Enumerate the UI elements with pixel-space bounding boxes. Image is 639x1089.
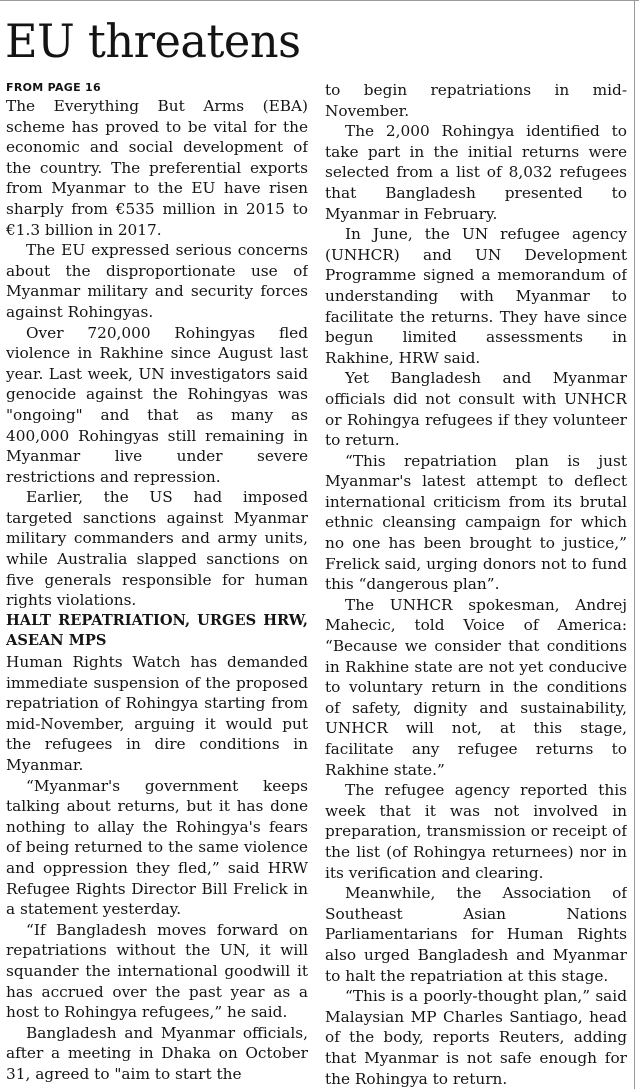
paragraph: The refugee agency reported this week that it was not involved in preparation, transmission or receipt of the list (of Rohingya returnees) nor in its verification and clearing.: [325, 781, 627, 882]
paragraph: “Myanmar's government keeps talking about returns, but it has done nothing to allay the Rohingya's fears of being returned to the same violence and oppression they fled,” said HRW Refugee Rights Director Bill Frelick in a statement yesterday.: [6, 776, 308, 919]
paragraph: Yet Bangladesh and Myanmar officials did not consult with UNHCR or Rohingya refugees if they volunteer to return.: [325, 369, 627, 450]
paragraph: to begin repatriations in mid-November.: [325, 81, 627, 120]
paragraph: Over 720,000 Rohingyas fled violence in Rakhine since August last year. Last week, UN investigators said genocide against the Rohingyas was "ongoing" and that as many as 400,000 Rohingyas still remaining in Myanmar live under severe restrictions and repression.: [6, 323, 308, 486]
paragraph: In June, the UN refugee agency (UNHCR) and UN Development Programme signed a memorandum of understanding with Myanmar to facilitate the returns. They have since begun limited assessments in Rakhine, HRW said.: [325, 225, 627, 367]
section-subhead: HALT REPATRIATION, URGES HRW, ASEAN MPS: [6, 611, 308, 650]
paragraph: “This is a poorly-thought plan,” said Malaysian MP Charles Santiago, head of the body, reports Reuters, adding that Myanmar is not safe enough for the Rohingya to return.: [325, 987, 627, 1088]
paragraph: The Everything But Arms (EBA) scheme has proved to be vital for the economic and social development of the country. The preferential exports from Myanmar to the EU have risen sharply from €535 million in 2015 to €1.3 billion in 2017.: [6, 97, 308, 239]
paragraph: Earlier, the US had imposed targeted sanctions against Myanmar military commanders and army units, while Australia slapped sanctions on five generals responsible for human rights violations.: [6, 488, 308, 610]
article-column-right: [325, 80, 627, 1089]
top-rule: [0, 0, 639, 1]
paragraph: “If Bangladesh moves forward on repatriations without the UN, it will squander the international goodwill it has accrued over the past year as a host to Rohingya refugees,” he said.: [6, 920, 308, 1022]
article-column-left: [6, 80, 308, 1089]
paragraph: Meanwhile, the Association of Southeast Asian Nations Parliamentarians for Human Rights also urged Bangladesh and Myanmar to halt the repatriation at this stage.: [325, 884, 627, 985]
paragraph: The UNHCR spokesman, Andrej Mahecic, told Voice of America: “Because we consider that conditions in Rakhine state are not yet conducive to voluntary return in the conditions of safety, dignity and sustainability, UNHCR will not, at this stage, facilitate any refugee returns to Rakhine state.”: [325, 595, 627, 779]
headline: EU threatens: [5, 14, 301, 68]
column-edge-rule: [634, 0, 635, 1089]
paragraph: The EU expressed serious concerns about the disproportionate use of Myanmar military and security forces against Rohingyas.: [6, 241, 308, 321]
paragraph: Bangladesh and Myanmar officials, after a meeting in Dhaka on October 31, agreed to "aim to start the: [6, 1023, 308, 1083]
paragraph: Human Rights Watch has demanded immediate suspension of the proposed repatriation of Rohingya starting from mid-November, arguing it would put the refugees in dire conditions in Myanmar.: [6, 653, 308, 774]
paragraph: “This repatriation plan is just Myanmar's latest attempt to deflect international criticism from its brutal ethnic cleansing campaign for which no one has been brought to justice,” Frelick said, urging donors not to fund this “dangerous plan”.: [325, 451, 627, 594]
paragraph: The 2,000 Rohingya identified to take part in the initial returns were selected from a list of 8,032 refugees that Bangladesh presented to Myanmar in February.: [325, 122, 627, 223]
jump-kicker: FROM PAGE 16: [6, 81, 101, 94]
